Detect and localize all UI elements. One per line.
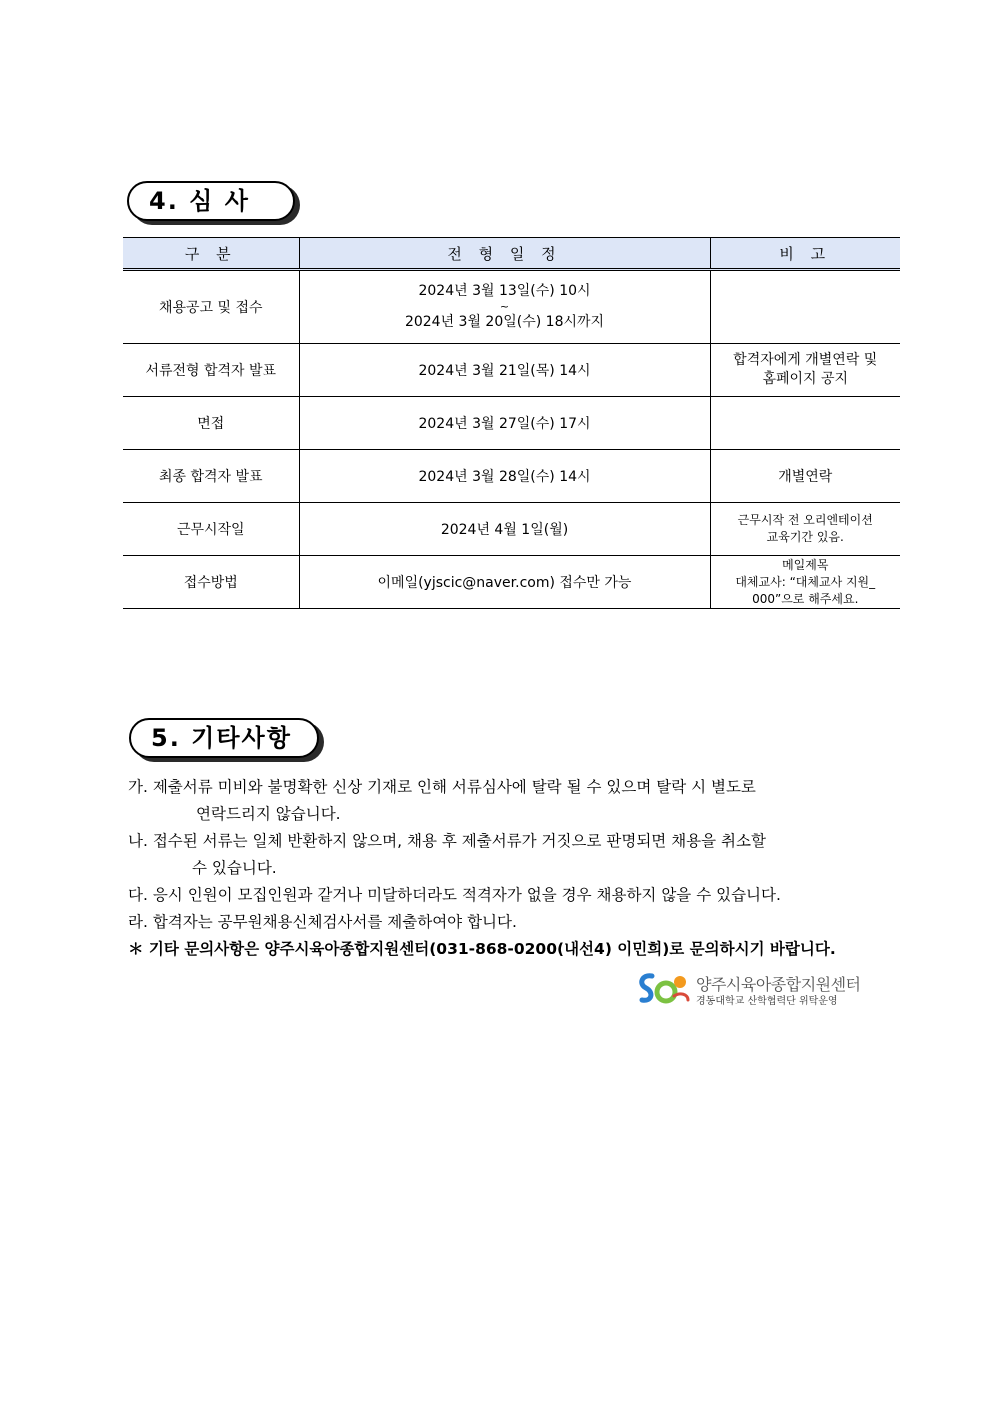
row-note — [710, 270, 900, 344]
table-row — [123, 450, 900, 503]
note-line: 홈페이지 공지 — [762, 371, 849, 387]
header-category: 구 분 — [123, 238, 299, 270]
note-line: 합격자에게 개별연락 및 — [733, 352, 878, 368]
note-da: 다. 응시 인원이 모집인원과 같거나 미달하더라도 적격자가 없을 경우 채용하지 않을 수 있습니다. — [128, 886, 781, 904]
section-4-title: 4. 심 사 — [127, 181, 295, 221]
row-category: 서류전형 합격자 발표 — [123, 344, 299, 397]
header-note: 비 고 — [710, 238, 900, 270]
note-line: 000”으로 해주세요. — [752, 591, 859, 606]
note-na-continued: 수 있습니다. — [192, 859, 277, 877]
notes-list — [128, 774, 888, 963]
table-row — [123, 344, 900, 397]
center-logo — [636, 970, 876, 1010]
note-line: 대체교사: “대체교사 지원_ — [735, 574, 876, 589]
row-note — [710, 503, 900, 556]
schedule-start: 2024년 3월 13일(수) 10시 — [418, 283, 591, 299]
note-na: 나. 접수된 서류는 일체 반환하지 않으며, 채용 후 제출서류가 거짓으로 판명되면 채용을 취소할 — [128, 832, 766, 850]
note-ga: 가. 제출서류 미비와 불명확한 신상 기재로 인해 서류심사에 탈락 될 수 있으며 탈락 시 별도로 — [128, 778, 756, 796]
schedule-table — [123, 237, 900, 609]
row-note — [710, 344, 900, 397]
row-note — [710, 397, 900, 450]
table-row — [123, 397, 900, 450]
note-line: 메일제목 — [782, 557, 829, 572]
header-schedule: 전 형 일 정 — [299, 238, 710, 270]
note-line: 근무시작 전 오리엔테이션 — [737, 513, 873, 527]
row-category: 접수방법 — [123, 556, 299, 609]
row-category: 면접 — [123, 397, 299, 450]
table-header-row — [123, 238, 900, 270]
logo-name: 양주시육아종합지원센터 — [696, 975, 861, 994]
section-5-title: 5. 기타사항 — [129, 718, 319, 758]
logo-mark-icon — [636, 970, 692, 1008]
row-category: 최종 합격자 발표 — [123, 450, 299, 503]
schedule-end: 2024년 3월 20일(수) 18시까지 — [404, 314, 605, 330]
row-schedule — [299, 270, 710, 344]
row-category: 채용공고 및 접수 — [123, 270, 299, 344]
table-row — [123, 503, 900, 556]
row-schedule: 2024년 3월 27일(수) 17시 — [299, 397, 710, 450]
note-contact: ＊ 기타 문의사항은 양주시육아종합지원센터(031-868-0200(내선4) 이민희)로 문의하시기 바랍니다. — [128, 940, 836, 958]
row-category: 근무시작일 — [123, 503, 299, 556]
row-schedule: 2024년 3월 28일(수) 14시 — [299, 450, 710, 503]
row-note — [710, 556, 900, 609]
table-row — [123, 270, 900, 344]
row-schedule: 2024년 4월 1일(월) — [299, 503, 710, 556]
note-line: 교육기간 있음. — [766, 530, 844, 544]
schedule-tilde: ~ — [499, 300, 510, 313]
logo-subtitle: 경동대학교 산학협력단 위탁운영 — [696, 996, 838, 1007]
row-note: 개별연락 — [710, 450, 900, 503]
note-ra: 라. 합격자는 공무원채용신체검사서를 제출하여야 합니다. — [128, 913, 517, 931]
table-row — [123, 556, 900, 609]
row-schedule: 이메일(yjscic@naver.com) 접수만 가능 — [299, 556, 710, 609]
note-ga-continued: 연락드리지 않습니다. — [196, 805, 341, 823]
row-schedule: 2024년 3월 21일(목) 14시 — [299, 344, 710, 397]
